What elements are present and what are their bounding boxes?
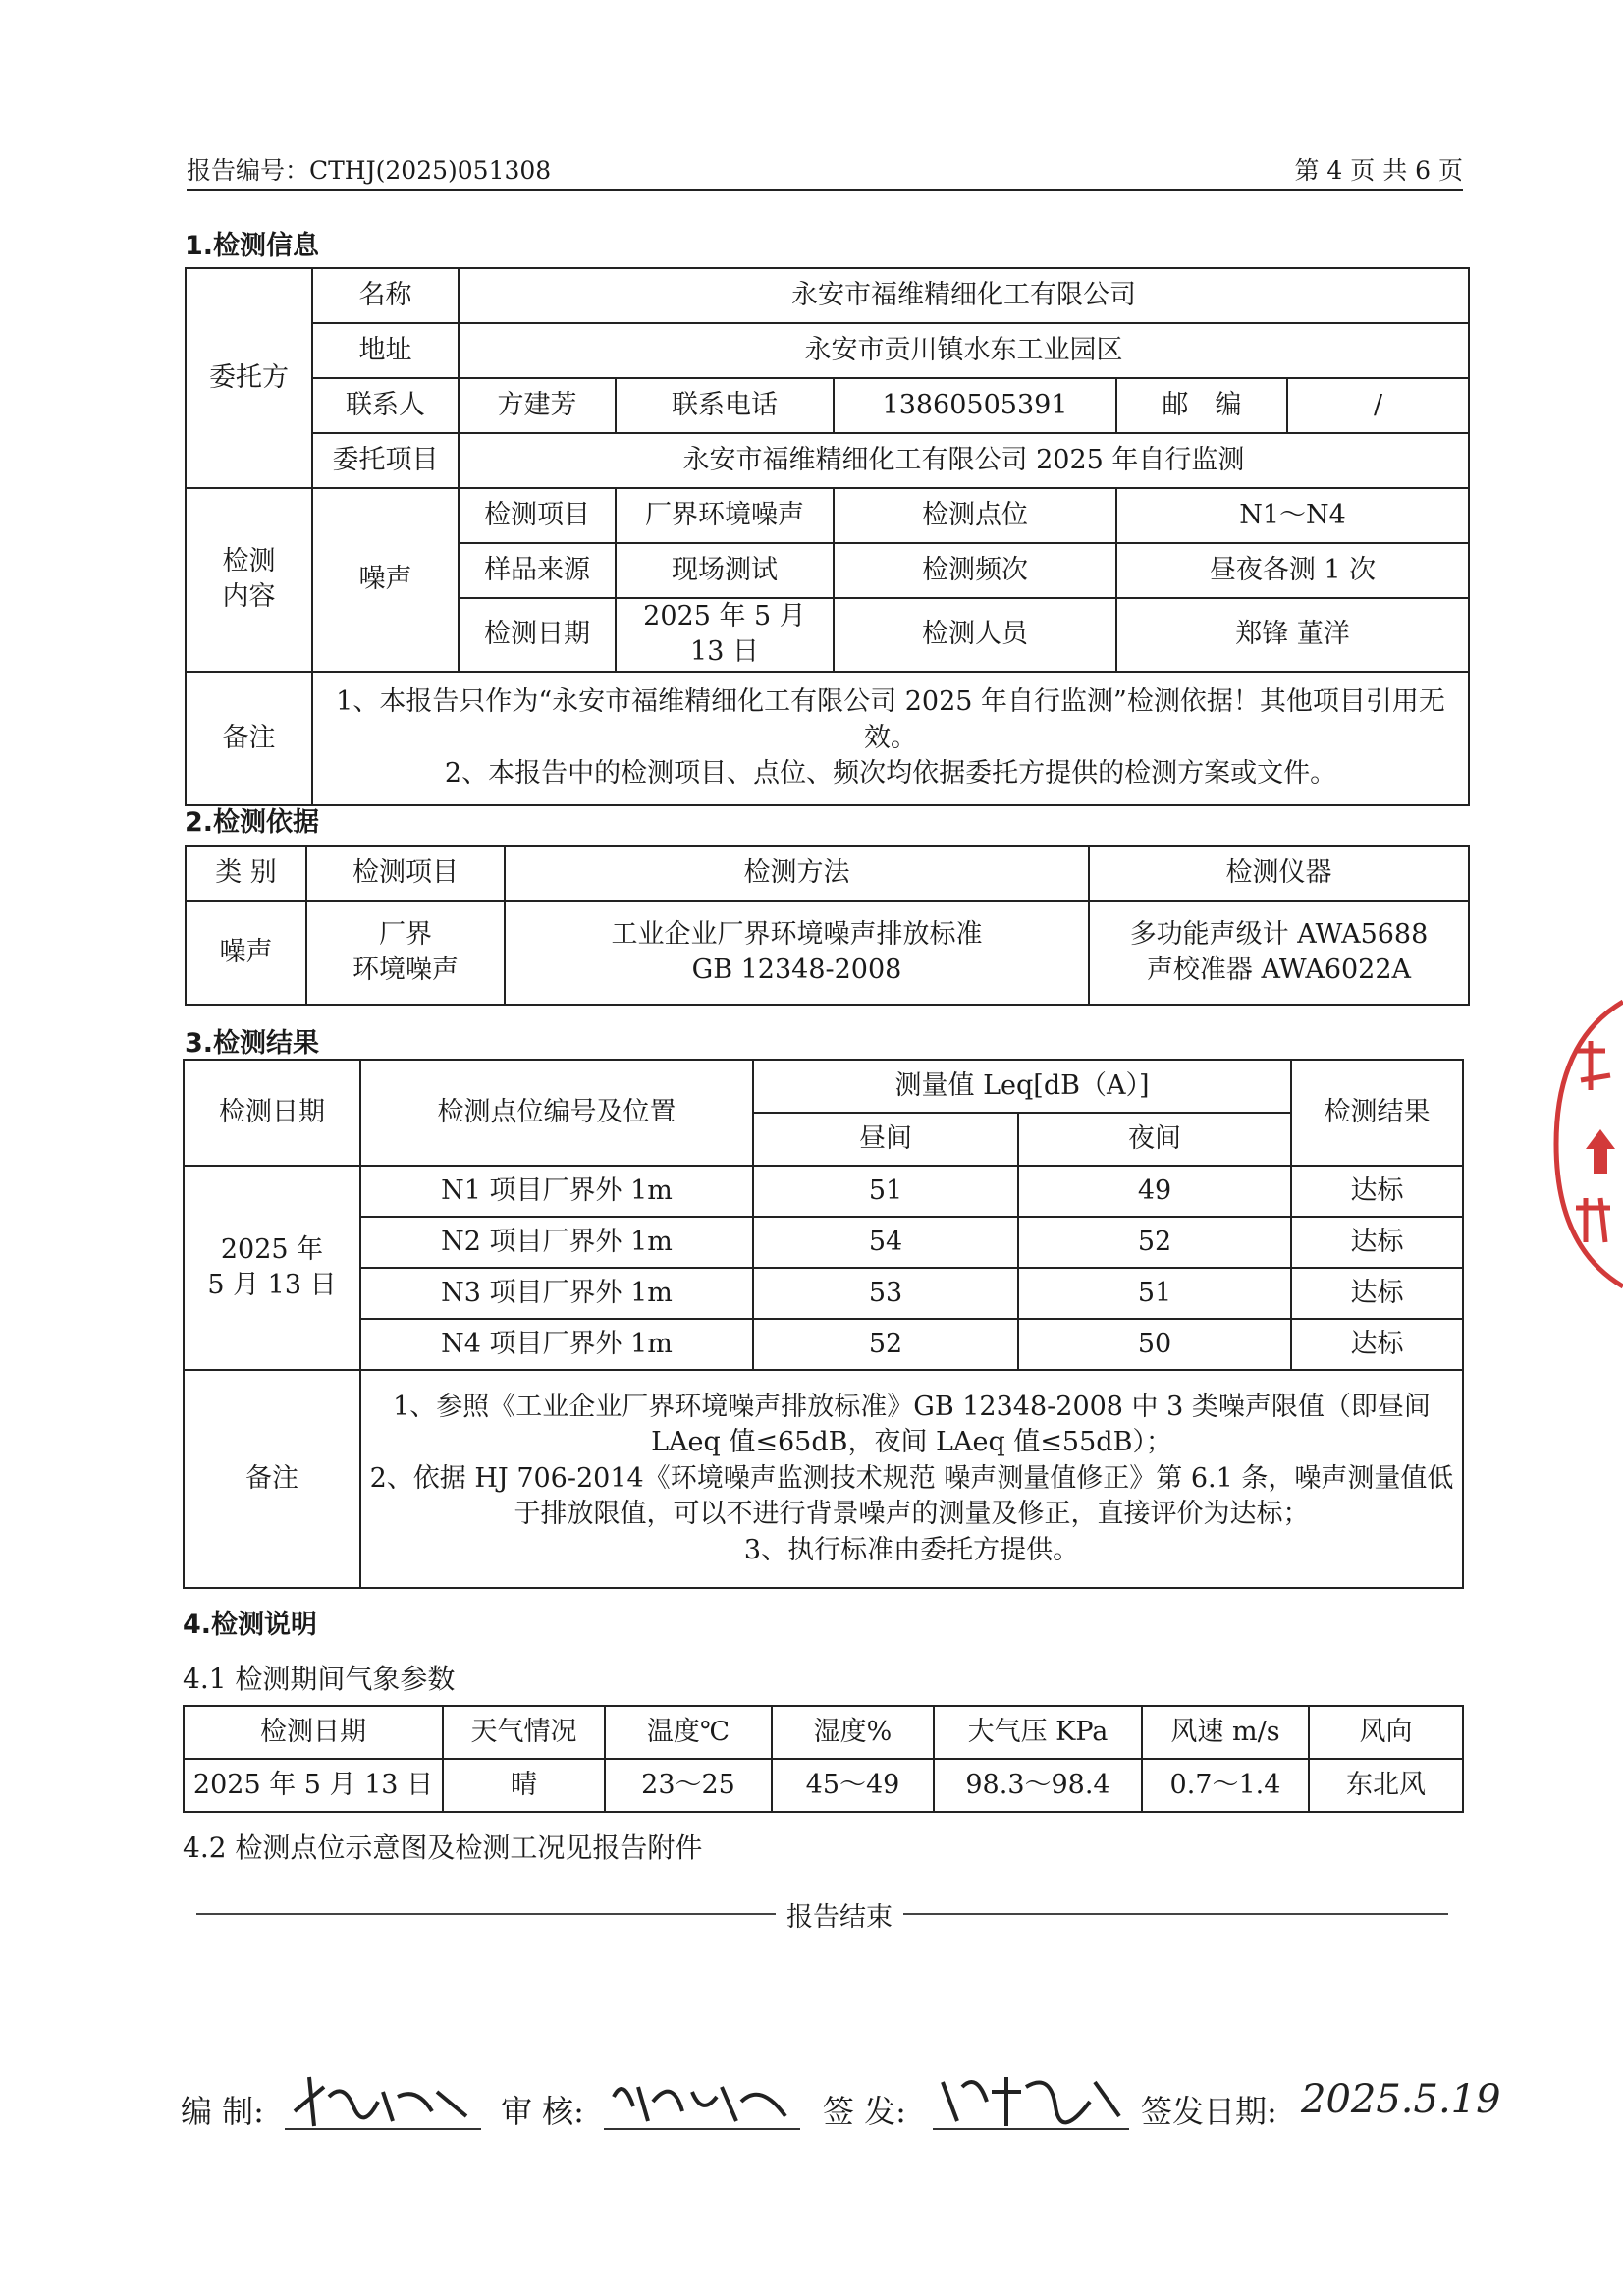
contact-label: 联系人 (312, 378, 459, 433)
compile-label: 编 制: (181, 2093, 264, 2130)
results-date-line1: 2025 年 (220, 1233, 324, 1265)
seal-stamp-partial (1546, 982, 1623, 1306)
end-divider-right (903, 1913, 1448, 1915)
end-divider-left (196, 1913, 776, 1915)
table-row-night: 50 (1018, 1319, 1291, 1370)
basis-method (505, 901, 1089, 1005)
basis-method-line2: GB 12348-2008 (691, 955, 902, 985)
table-row-result: 达标 (1291, 1319, 1463, 1370)
contact-value: 方建芳 (459, 378, 616, 433)
weather-temp: 23～25 (605, 1759, 772, 1812)
table-row-result: 达标 (1291, 1268, 1463, 1319)
phone-value: 13860505391 (834, 378, 1116, 433)
review-label: 审 核: (501, 2093, 584, 2130)
table-row-point: N3 项目厂界外 1m (360, 1268, 753, 1319)
results-header-date: 检测日期 (184, 1060, 360, 1166)
attachment-note: 4.2 检测点位示意图及检测工况见报告附件 (183, 1831, 703, 1864)
results-header-measure: 测量值 Leq[dB（A）] (753, 1060, 1291, 1113)
weather-header-weather: 天气情况 (443, 1706, 605, 1759)
results-remark-2: 2、依据 HJ 706-2014《环境噪声监测技术规范 噪声测量值修正》第 6.1 条，噪声测量值低于排放限值，可以不进行背景噪声的测量及修正，直接评价为达标； (369, 1462, 1454, 1530)
address-label: 地址 (312, 323, 459, 378)
postcode-label: 邮 编 (1116, 378, 1287, 433)
point-label: 检测点位 (834, 488, 1116, 543)
issue-date-label: 签发日期: (1141, 2093, 1277, 2130)
remark-2: 2、本报告中的检测项目、点位、频次均依据委托方提供的检测方案或文件。 (444, 758, 1337, 790)
basis-method-line1: 工业企业厂界环境噪声排放标准 (611, 918, 983, 950)
weather-condition: 晴 (443, 1759, 605, 1812)
results-remark-3: 3、执行标准由委托方提供。 (743, 1534, 1080, 1565)
address-value: 永安市贡川镇水东工业园区 (459, 323, 1469, 378)
weather-header-date: 检测日期 (184, 1706, 443, 1759)
weather-subtitle: 4.1 检测期间气象参数 (183, 1663, 456, 1695)
date-value: 2025 年 5 月 13 日 (616, 598, 834, 672)
table-row-day: 53 (753, 1268, 1018, 1319)
section4-title: 4.检测说明 (183, 1610, 318, 1640)
basis-header-item: 检测项目 (306, 846, 505, 901)
weather-header-winddir: 风向 (1309, 1706, 1463, 1759)
staff-value: 郑锋 董洋 (1116, 598, 1469, 672)
results-header-day: 昼间 (753, 1113, 1018, 1166)
compile-signature (285, 2067, 481, 2136)
results-header-night: 夜间 (1018, 1113, 1291, 1166)
review-signature (604, 2067, 800, 2136)
noise-label: 噪声 (312, 488, 459, 672)
weather-windspeed: 0.7～1.4 (1142, 1759, 1309, 1812)
item-label: 检测项目 (459, 488, 616, 543)
remark-label: 备注 (186, 672, 312, 805)
section3-title: 3.检测结果 (185, 1028, 320, 1059)
name-label: 名称 (312, 268, 459, 323)
basis-header-category: 类 别 (186, 846, 306, 901)
table-row-day: 52 (753, 1319, 1018, 1370)
project-label: 委托项目 (312, 433, 459, 488)
name-value: 永安市福维精细化工有限公司 (459, 268, 1469, 323)
point-value: N1～N4 (1116, 488, 1469, 543)
table-row-result: 达标 (1291, 1217, 1463, 1268)
results-remark-1: 1、参照《工业企业厂界环境噪声排放标准》GB 12348-2008 中 3 类噪声限值（即昼间 LAeq 值≤65dB，夜间 LAeq 值≤55dB）； (393, 1391, 1431, 1458)
basis-instrument-line1: 多功能声级计 AWA5688 (1129, 918, 1429, 950)
source-value: 现场测试 (616, 543, 834, 598)
table-row-night: 52 (1018, 1217, 1291, 1268)
weather-header-temp: 温度℃ (605, 1706, 772, 1759)
remark-1: 1、本报告只作为“永安市福维精细化工有限公司 2025 年自行监测”检测依据！其他项目引用无效。 (336, 686, 1445, 753)
issue-label: 签 发: (823, 2093, 906, 2130)
page-header (187, 147, 1463, 191)
table-row-point: N4 项目厂界外 1m (360, 1319, 753, 1370)
table-row-point: N2 项目厂界外 1m (360, 1217, 753, 1268)
weather-humidity: 45～49 (772, 1759, 934, 1812)
date-label: 检测日期 (459, 598, 616, 672)
report-number: 报告编号：CTHJ(2025)051308 (187, 156, 552, 185)
report-end-text: 报告结束 (776, 1895, 903, 1934)
table-row-night: 51 (1018, 1268, 1291, 1319)
results-header-result: 检测结果 (1291, 1060, 1463, 1166)
info-table (185, 267, 1470, 806)
freq-label: 检测频次 (834, 543, 1116, 598)
issue-date-value: 2025.5.19 (1301, 2077, 1501, 2122)
basis-item-line2: 环境噪声 (352, 955, 459, 985)
results-date (184, 1166, 360, 1370)
project-value: 永安市福维精细化工有限公司 2025 年自行监测 (459, 433, 1469, 488)
basis-item-line1: 厂界 (379, 918, 432, 950)
freq-value: 昼夜各测 1 次 (1116, 543, 1469, 598)
source-label: 样品来源 (459, 543, 616, 598)
client-label: 委托方 (186, 268, 312, 488)
table-row-point: N1 项目厂界外 1m (360, 1166, 753, 1217)
content-label: 检测内容 (186, 488, 312, 672)
basis-table (185, 845, 1470, 1006)
weather-date: 2025 年 5 月 13 日 (184, 1759, 443, 1812)
issue-signature (933, 2062, 1129, 2136)
table-row-result: 达标 (1291, 1166, 1463, 1217)
report-end-line (196, 1895, 1448, 1931)
remark-cell (312, 672, 1469, 805)
results-date-line2: 5 月 13 日 (207, 1270, 337, 1300)
results-table (183, 1059, 1464, 1589)
basis-instrument (1089, 901, 1469, 1005)
table-row-night: 49 (1018, 1166, 1291, 1217)
weather-header-windspeed: 风速 m/s (1142, 1706, 1309, 1759)
weather-header-pressure: 大气压 KPa (934, 1706, 1142, 1759)
weather-table (183, 1705, 1464, 1813)
basis-header-method: 检测方法 (505, 846, 1089, 901)
basis-instrument-line2: 声校准器 AWA6022A (1146, 955, 1412, 985)
item-value: 厂界环境噪声 (616, 488, 834, 543)
page-info: 第 4 页 共 6 页 (1294, 156, 1463, 185)
weather-winddir: 东北风 (1309, 1759, 1463, 1812)
postcode-value: / (1287, 378, 1469, 433)
table-row-day: 51 (753, 1166, 1018, 1217)
weather-header-humidity: 湿度% (772, 1706, 934, 1759)
table-row-day: 54 (753, 1217, 1018, 1268)
results-remark-cell (360, 1370, 1463, 1588)
phone-label: 联系电话 (616, 378, 834, 433)
results-header-point: 检测点位编号及位置 (360, 1060, 753, 1166)
section2-title: 2.检测依据 (185, 807, 320, 838)
staff-label: 检测人员 (834, 598, 1116, 672)
section1-title: 1.检测信息 (185, 231, 320, 261)
weather-pressure: 98.3～98.4 (934, 1759, 1142, 1812)
basis-category: 噪声 (186, 901, 306, 1005)
basis-header-instrument: 检测仪器 (1089, 846, 1469, 901)
results-remark-label: 备注 (184, 1370, 360, 1588)
basis-item (306, 901, 505, 1005)
